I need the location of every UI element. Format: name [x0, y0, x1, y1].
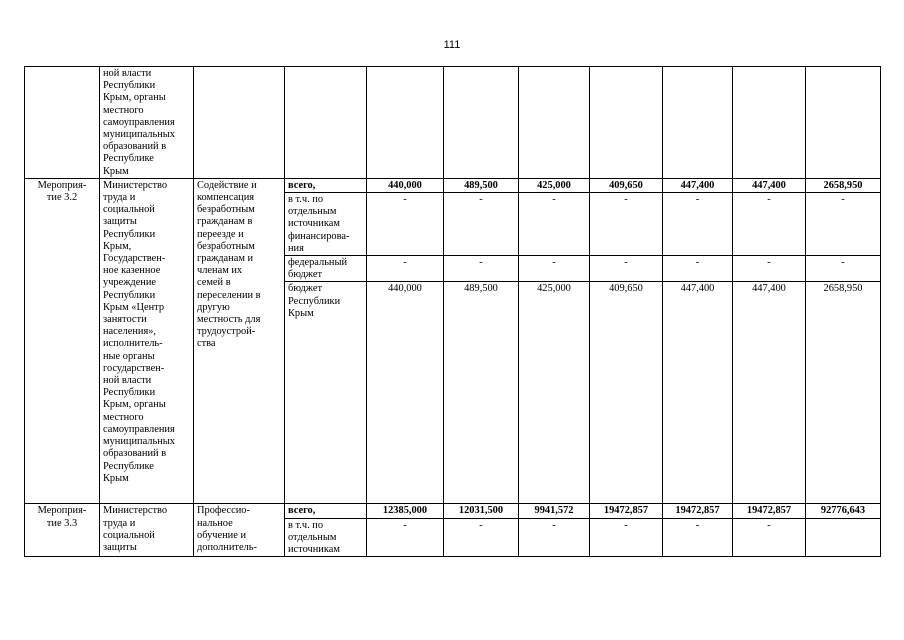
value-cell: 425,000	[519, 178, 590, 192]
value-cell: -	[367, 518, 444, 557]
value-cell: -	[590, 256, 663, 282]
value-cell: -	[367, 193, 444, 256]
source-cell: всего,	[285, 504, 367, 518]
value-cell: -	[590, 518, 663, 557]
goal-cell: Содействие и компенсация безработным гражданам в переезде и безработным гражданам и членам их семей в переселении в другую местность для трудоустрой- ства	[194, 178, 285, 504]
page-number: 111	[443, 39, 461, 51]
value-cell: 12031,500	[444, 504, 519, 518]
value-cell: 409,650	[590, 178, 663, 192]
value-cell	[663, 67, 733, 179]
table-row	[25, 178, 881, 192]
value-cell	[806, 67, 881, 179]
value-cell: -	[590, 193, 663, 256]
value-cell: -	[519, 518, 590, 557]
value-cell	[367, 67, 444, 179]
value-cell: 12385,000	[367, 504, 444, 518]
value-cell: -	[733, 256, 806, 282]
value-cell: 447,400	[733, 178, 806, 192]
value-cell: 9941,572	[519, 504, 590, 518]
value-cell: 447,400	[733, 282, 806, 504]
goal-cell: Профессио- нальное обучение и дополнитель-	[194, 504, 285, 557]
source-cell: всего,	[285, 178, 367, 192]
value-cell	[733, 67, 806, 179]
value-cell: 425,000	[519, 282, 590, 504]
value-cell: -	[444, 256, 519, 282]
value-cell	[519, 67, 590, 179]
value-cell: 489,500	[444, 282, 519, 504]
value-cell: -	[806, 193, 881, 256]
executor-cell: Министерство труда и социальной защиты Республики Крым, Государствен- ное казенное учреждение Республики Крым «Центр занятости населения», исполнитель- ные органы государствен- ной власти Республики Крым, органы местного самоуправления муниципальных образований в Республике Крым	[100, 178, 194, 504]
table-row	[25, 67, 881, 179]
value-cell: 489,500	[444, 178, 519, 192]
value-cell: -	[519, 193, 590, 256]
table-row	[25, 504, 881, 518]
value-cell: -	[806, 256, 881, 282]
value-cell: -	[663, 193, 733, 256]
value-cell: -	[519, 256, 590, 282]
value-cell: -	[367, 256, 444, 282]
value-cell: -	[444, 193, 519, 256]
value-cell: -	[733, 193, 806, 256]
value-cell	[590, 67, 663, 179]
measure-label-cell	[25, 67, 100, 179]
measure-label-cell: Мероприя- тие 3.2	[25, 178, 100, 504]
value-cell	[444, 67, 519, 179]
value-cell: 19472,857	[663, 504, 733, 518]
value-cell: 92776,643	[806, 504, 881, 518]
value-cell: -	[733, 518, 806, 557]
value-cell	[806, 518, 881, 557]
value-cell: 2658,950	[806, 178, 881, 192]
source-cell	[285, 67, 367, 179]
value-cell: -	[663, 256, 733, 282]
value-cell: 440,000	[367, 178, 444, 192]
value-cell: 447,400	[663, 282, 733, 504]
value-cell: -	[444, 518, 519, 557]
financing-table	[24, 66, 881, 557]
measure-label-cell: Мероприя- тие 3.3	[25, 504, 100, 557]
source-cell: бюджет Республики Крым	[285, 282, 367, 504]
value-cell: -	[663, 518, 733, 557]
executor-cell: Министерство труда и социальной защиты	[100, 504, 194, 557]
value-cell: 2658,950	[806, 282, 881, 504]
source-cell: в т.ч. по отдельным источникам финансирова- ния	[285, 193, 367, 256]
executor-cell: ной власти Республики Крым, органы местного самоуправления муниципальных образований в Республике Крым	[100, 67, 194, 179]
value-cell: 19472,857	[590, 504, 663, 518]
value-cell: 440,000	[367, 282, 444, 504]
value-cell: 409,650	[590, 282, 663, 504]
source-cell: федеральный бюджет	[285, 256, 367, 282]
value-cell: 19472,857	[733, 504, 806, 518]
value-cell: 447,400	[663, 178, 733, 192]
source-cell: в т.ч. по отдельным источникам	[285, 518, 367, 557]
goal-cell	[194, 67, 285, 179]
